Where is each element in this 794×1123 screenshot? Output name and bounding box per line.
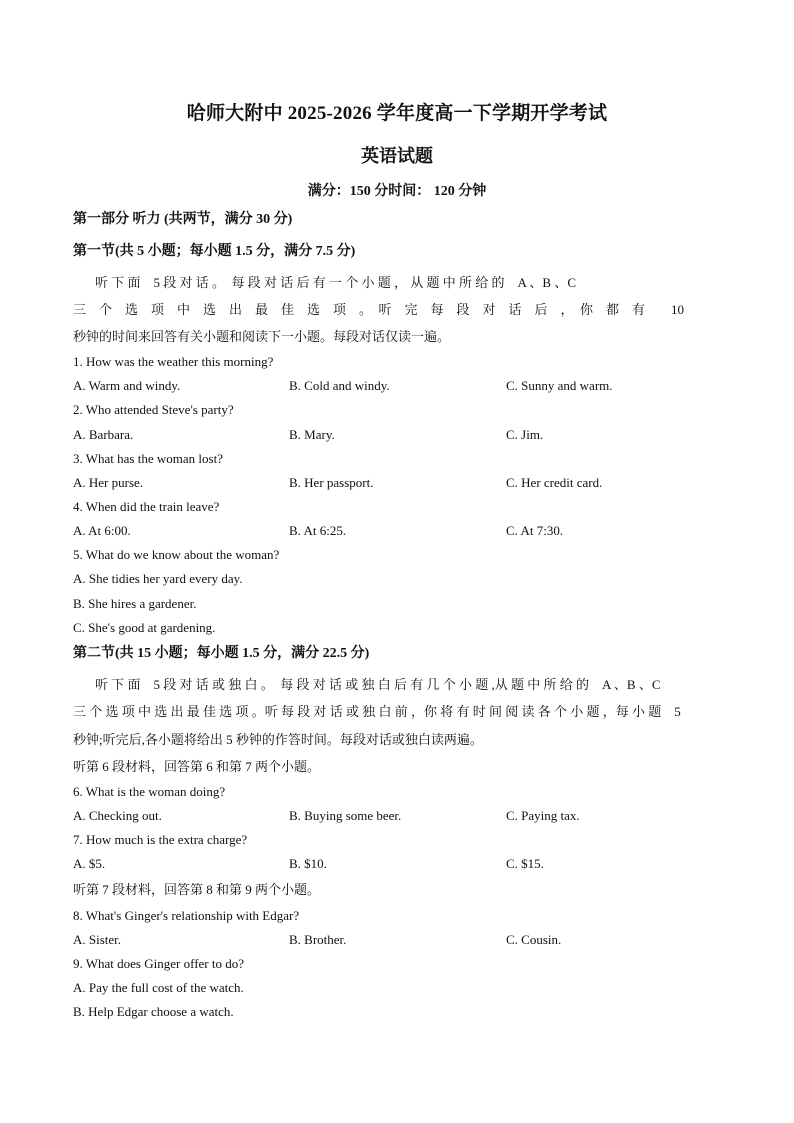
q2-option-c: C. Jim. (506, 427, 544, 442)
q3-option-c: C. Her credit card. (506, 475, 603, 490)
q2-option-b: B. Mary. (289, 427, 335, 442)
question-4: 4. When did the train leave? (73, 499, 220, 514)
q6-option-a: A. Checking out. (73, 808, 162, 823)
q4-option-b: B. At 6:25. (289, 523, 347, 538)
exam-title: 哈师大附中 2025-2026 学年度高一下学期开学考试 (186, 103, 608, 124)
q2-option-a: A. Barbara. (73, 427, 134, 442)
q1-option-c: C. Sunny and warm. (506, 378, 613, 393)
q5-option-a: A. She tidies her yard every day. (73, 571, 243, 586)
question-8: 8. What's Ginger's relationship with Edgar? (73, 908, 300, 923)
q7-option-a: A. $5. (73, 856, 106, 871)
q7-option-b: B. $10. (289, 856, 327, 871)
q7-option-c: C. $15. (506, 856, 544, 871)
section1-instructions-line3: 秒钟的时间来回答有关小题和阅读下一小题。每段对话仅读一遍。 (73, 329, 451, 344)
section2-heading: 第二节(共 15 小题；每小题 1.5 分，满分 22.5 分) (73, 646, 370, 661)
question-6: 6. What is the woman doing? (73, 784, 226, 799)
question-1: 1. How was the weather this morning? (73, 354, 274, 369)
q8-option-b: B. Brother. (289, 932, 347, 947)
section2-instructions-line2: 三 个 选 项 中 选 出 最 佳 选 项 。听 每 段 对 话 或 独 白 前 ，你 将 有 时 间 阅 读 各 个 小 题 ，每 小 题 5 (73, 704, 681, 719)
exam-meta: 满分：150 分时间： 120 分钟 (307, 184, 487, 199)
q4-option-c: C. At 7:30. (506, 523, 564, 538)
exam-subject: 英语试题 (361, 146, 433, 166)
q6-option-b: B. Buying some beer. (289, 808, 402, 823)
q4-option-a: A. At 6:00. (73, 523, 131, 538)
q9-option-a: A. Pay the full cost of the watch. (73, 980, 244, 995)
q8-option-a: A. Sister. (73, 932, 122, 947)
question-3: 3. What has the woman lost? (73, 451, 223, 466)
question-2: 2. Who attended Steve's party? (73, 402, 234, 417)
section2-instructions-line3: 秒钟;听完后,各小题将给出 5 秒钟的作答时间。每段对话或独白读两遍。 (73, 732, 483, 747)
section1-instructions-line2: 三 个 选 项 中 选 出 最 佳 选 项 。 听 完 每 段 对 话 后 ， 你 都 有 10 (73, 302, 685, 317)
question-7: 7. How much is the extra charge? (73, 832, 248, 847)
question-5: 5. What do we know about the woman? (73, 547, 280, 562)
material-6-note: 听第 6 段材料，回答第 6 和第 7 两个小题。 (73, 759, 321, 774)
question-9: 9. What does Ginger offer to do? (73, 956, 244, 971)
q6-option-c: C. Paying tax. (506, 808, 580, 823)
q3-option-b: B. Her passport. (289, 475, 374, 490)
section2-instructions-line1: 听 下 面 5 段 对 话 或 独 白 。 每 段 对 话 或 独 白 后 有 几 个 小 题 ,从 题 中 所 给 的 A 、B 、C (95, 677, 661, 692)
material-7-note: 听第 7 段材料，回答第 8 和第 9 两个小题。 (73, 882, 321, 897)
q1-option-a: A. Warm and windy. (73, 378, 181, 393)
q3-option-a: A. Her purse. (73, 475, 144, 490)
part1-heading: 第一部分 听力 (共两节，满分 30 分) (73, 212, 293, 227)
section1-instructions-line1: 听 下 面 5 段 对 话 。 每 段 对 话 后 有 一 个 小 题 ， 从 题 中 所 给 的 A 、B 、C (95, 275, 577, 290)
q5-option-b: B. She hires a gardener. (73, 596, 197, 611)
q1-option-b: B. Cold and windy. (289, 378, 390, 393)
q8-option-c: C. Cousin. (506, 932, 562, 947)
q9-option-b: B. Help Edgar choose a watch. (73, 1004, 234, 1019)
section1-heading: 第一节(共 5 小题；每小题 1.5 分，满分 7.5 分) (73, 244, 356, 259)
q5-option-c: C. She's good at gardening. (73, 620, 216, 635)
